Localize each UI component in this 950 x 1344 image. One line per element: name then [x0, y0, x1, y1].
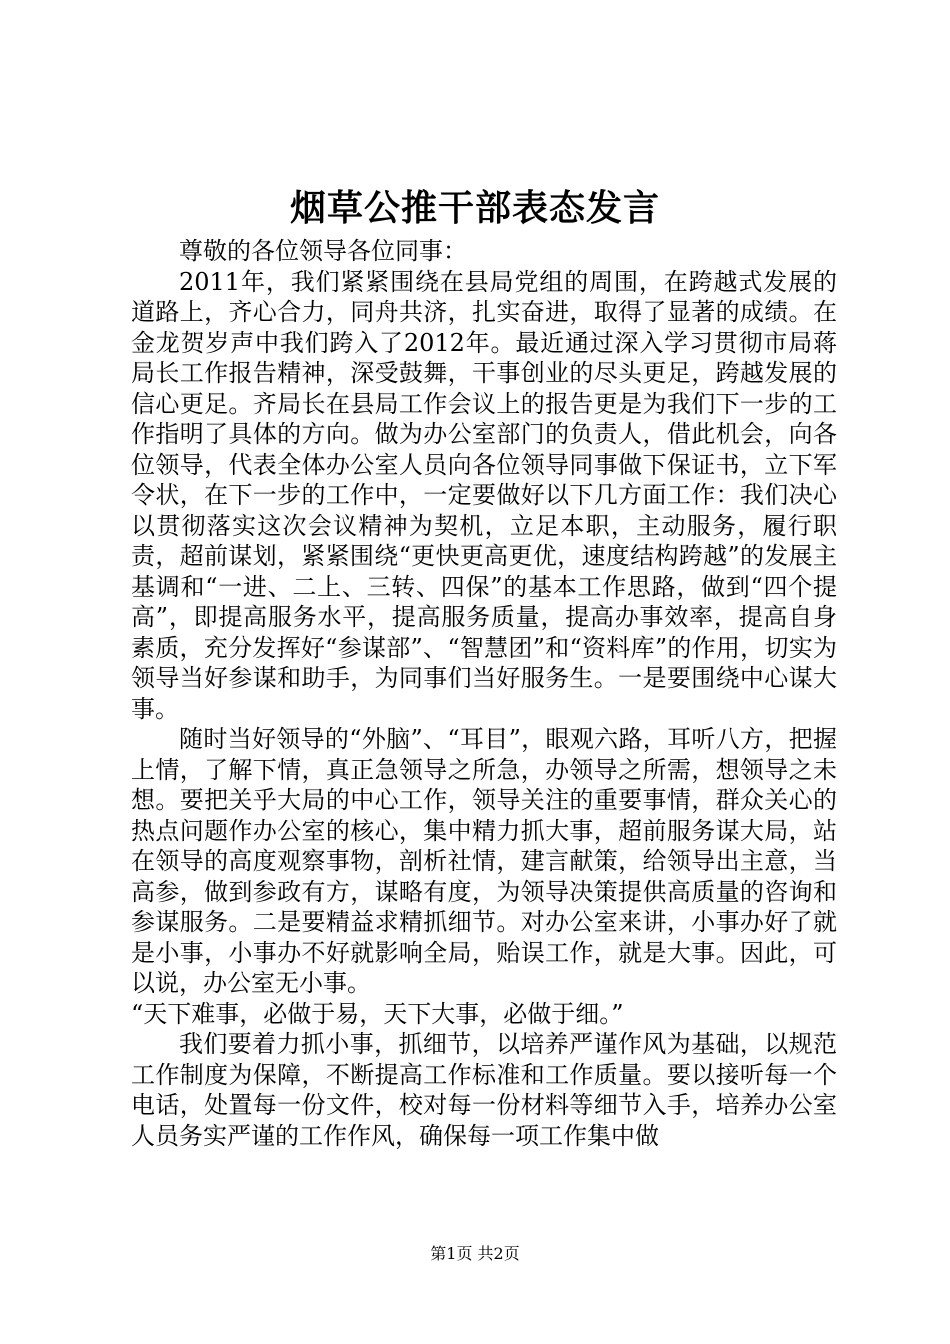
- document-title: 烟草公推干部表态发言: [289, 187, 660, 229]
- body-paragraph-1: 2011年，我们紧紧围绕在县局党组的周围，在跨越式发展的道路上，齐心合力，同舟共济，扎实奋进，取得了显著的成绩。在金龙贺岁声中我们跨入了2012年。最近通过深入学习贯彻市局蒋局长工作报告精神，深受鼓舞，干事创业的尽头更足，跨越发展的信心更足。齐局长在县局工作会议上的报告更是为我们下一步的工作指明了具体的方向。做为办公室部门的负责人，借此机会，向各位领导，代表全体办公室人员向各位领导同事做下保证书，立下军令状，在下一步的工作中，一定要做好以下几方面工作：我们决心以贯彻落实这次会议精神为契机，立足本职，主动服务，履行职责，超前谋划，紧紧围绕“更快更高更优，速度结构跨越”的发展主基调和“一进、二上、三转、四保”的基本工作思路，做到“四个提高”，即提高服务水平，提高服务质量，提高办事效率，提高自身素质，充分发挥好“参谋部”、“智慧团”和“资料库”的作用，切实为领导当好参谋和助手，为同事们当好服务生。一是要围绕中心谋大事。: [131, 267, 837, 723]
- page-number-footer: 第1页 共2页: [430, 1244, 520, 1263]
- quote-paragraph: “天下难事，必做于易，天下大事，必做于细。”: [131, 999, 624, 1028]
- document-body: [131, 236, 837, 1151]
- salutation-paragraph: 尊敬的各位领导各位同事：: [179, 237, 467, 265]
- body-paragraph-3: 我们要着力抓小事，抓细节，以培养严谨作风为基础，以规范工作制度为保障，不断提高工作标准和工作质量。要以接听每一个电话，处置每一份文件，校对每一份材料等细节入手，培养办公室人员务实严谨的工作作风，确保每一项工作集中做: [131, 1030, 837, 1150]
- body-paragraph-2: 随时当好领导的“外脑”、“耳目”，眼观六路，耳听八方，把握上情，了解下情，真正急领导之所急，办领导之所需，想领导之未想。要把关乎大局的中心工作，领导关注的重要事情，群众关心的热点问题作办公室的核心，集中精力抓大事，超前服务谋大局，站在领导的高度观察事物，剖析社情，建言献策，给领导出主意，当高参，做到参政有方，谋略有度，为领导决策提供高质量的咨询和参谋服务。二是要精益求精抓细节。对办公室来讲，小事办好了就是小事，小事办不好就影响全局，贻误工作，就是大事。因此，可以说，办公室无小事。: [131, 725, 837, 997]
